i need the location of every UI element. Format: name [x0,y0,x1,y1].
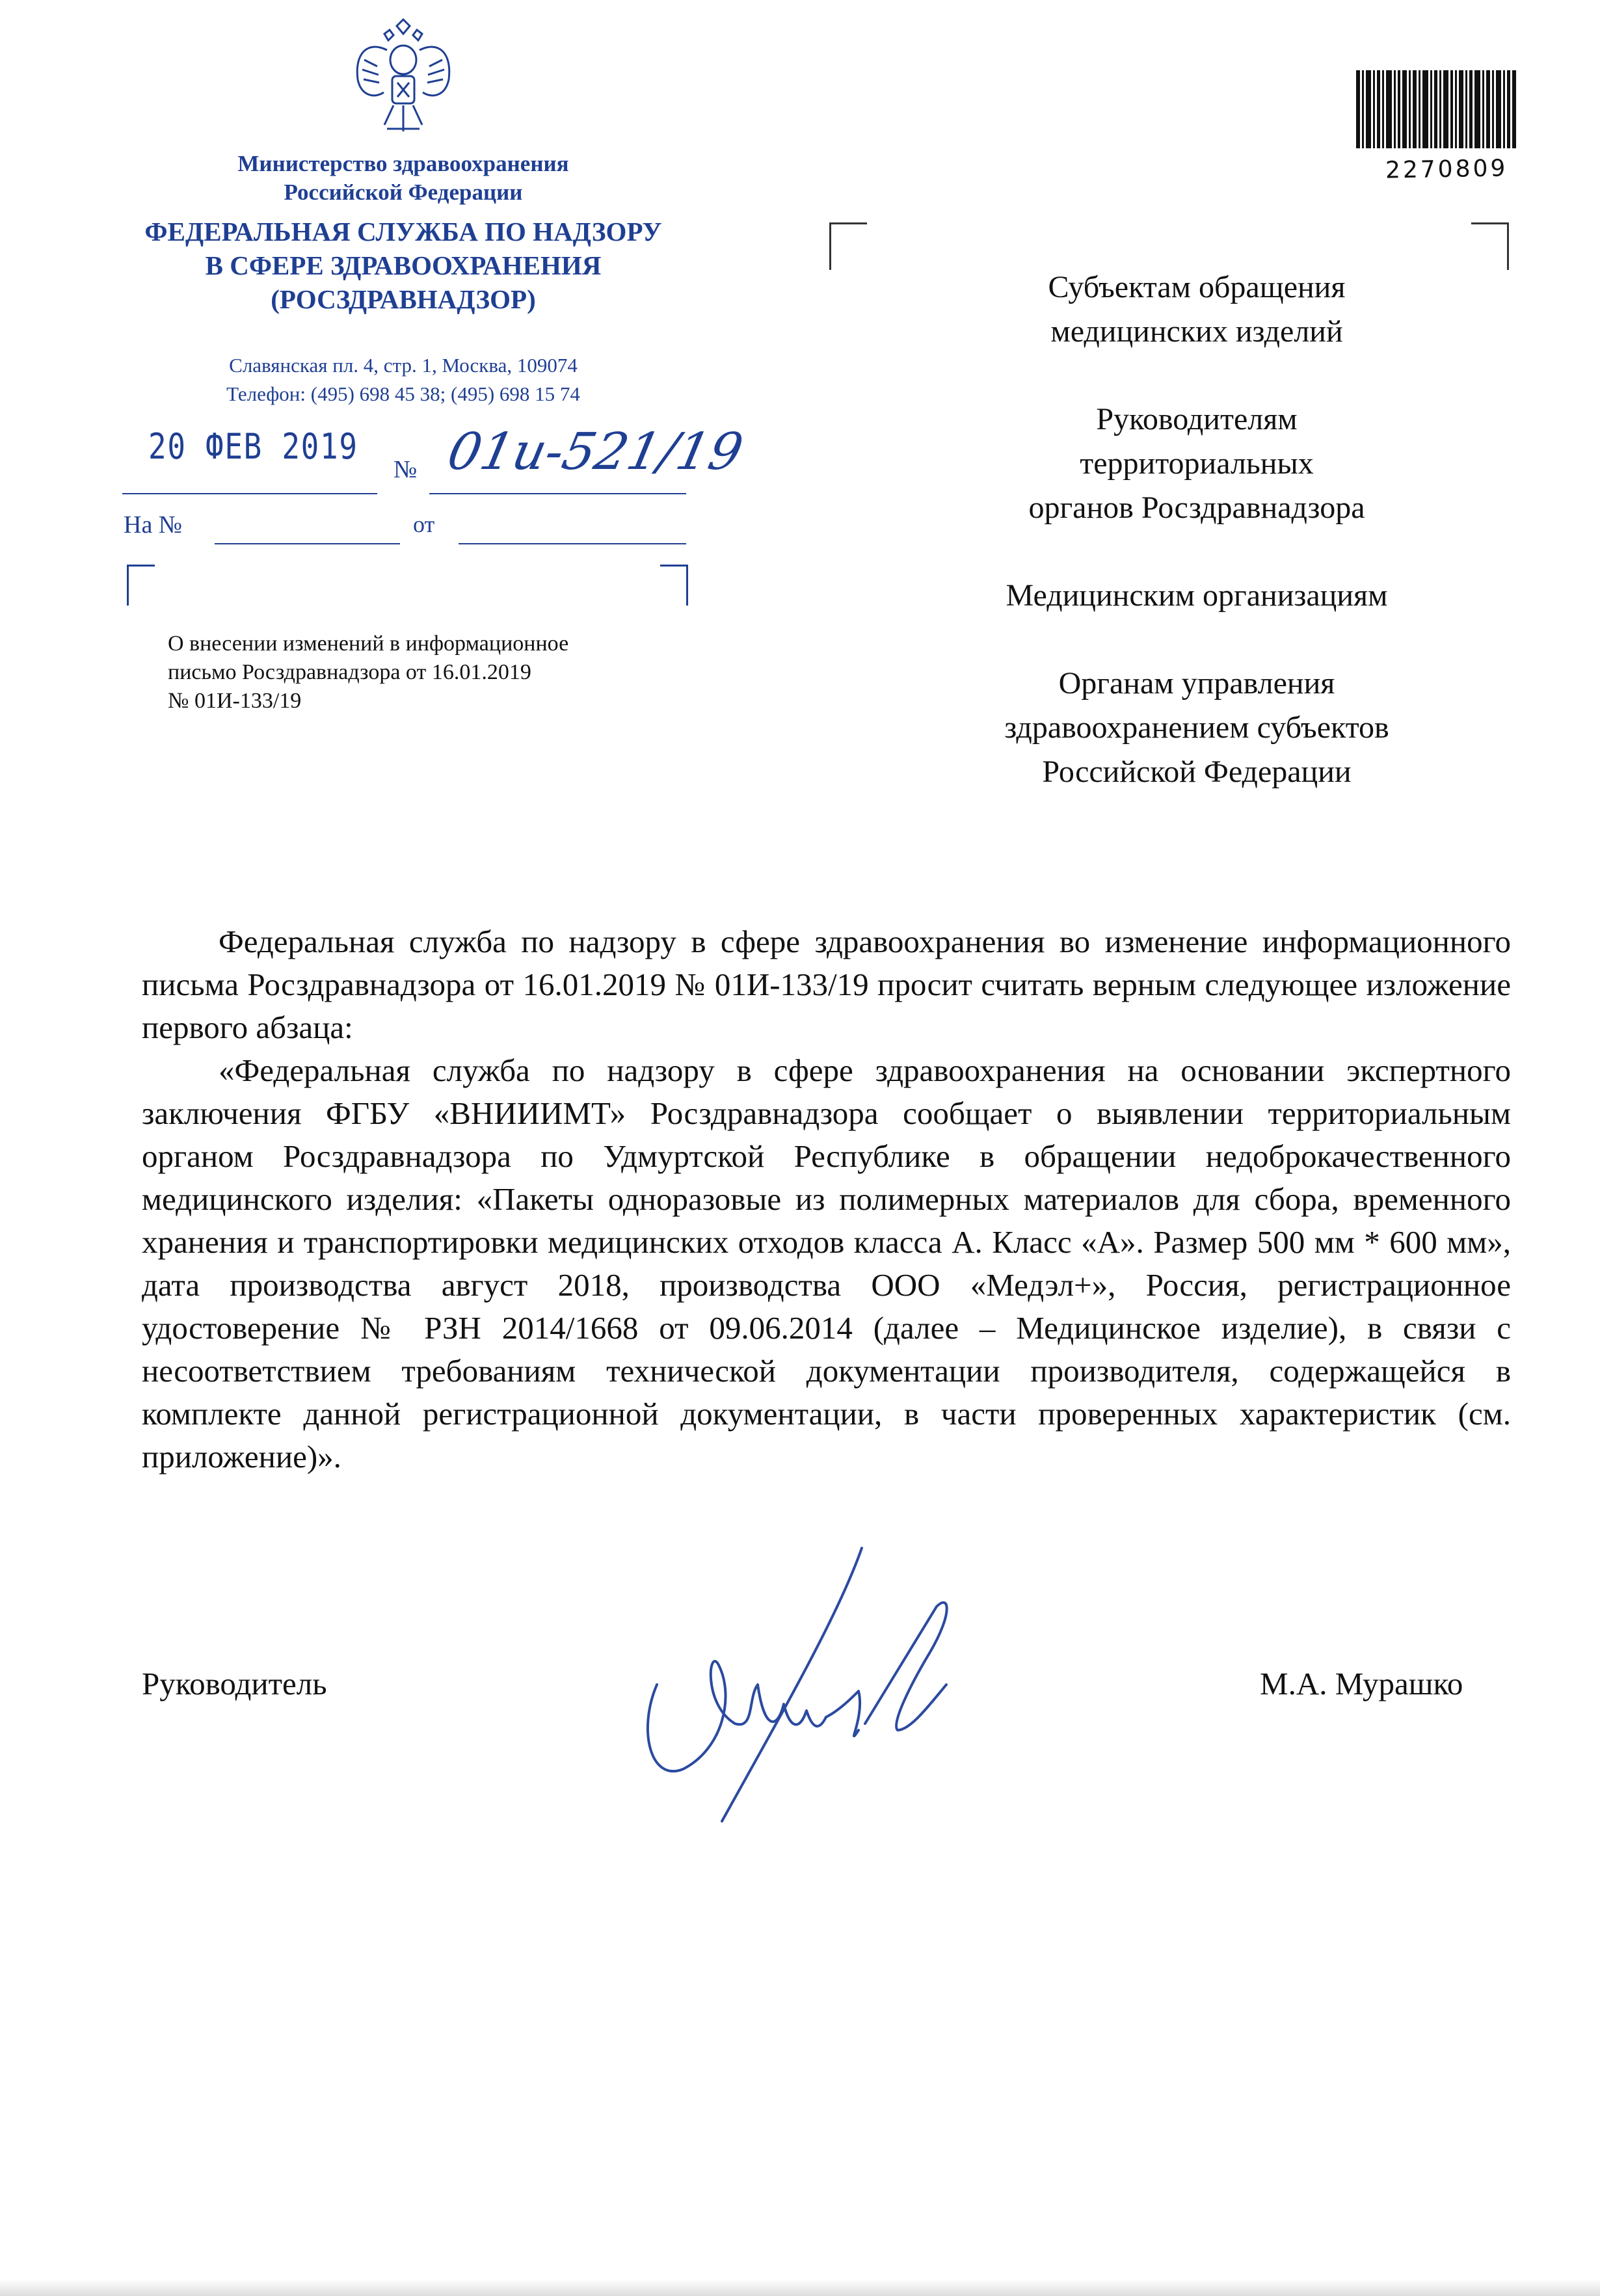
body-paragraph-1: Федеральная служба по надзору в сфере здравоохранения во изменение информационного письма Росздравнадзора от 16.01.2019 № 01И-133/19 просит считать верным следующее изложение первого абзаца: [142,924,1511,1045]
recipient-line: Органам управления [1058,666,1335,701]
recipients-block [917,265,1476,838]
barcode-icon [1356,70,1519,168]
from-label: от [413,511,435,537]
recipient-line: Российской Федерации [1042,754,1352,789]
recipient-group-4 [917,661,1476,794]
barcode-number: 2270809 [1385,155,1508,184]
from-underline [459,543,686,544]
subject-corner-left [127,565,155,606]
recipient-line: Медицинским организациям [1006,578,1388,613]
signatory-name: М.А. Мурашко [1260,1666,1463,1702]
service-line-2: В СФЕРЕ ЗДРАВООХРАНЕНИЯ [205,250,602,280]
signatory-title: Руководитель [142,1666,327,1702]
date-underline [122,493,377,494]
body-paragraph-2: «Федеральная служба по надзору в сфере здравоохранения на основании экспертного заключения ФГБУ «ВНИИИМТ» Росздравнадзора сообщает о выявлении территориальным органом Росздравнадзора по Удмуртской Республике в обращении недоброкачественного медицинского изделия: «Пакеты одноразовые из полимерных материалов для сбора, временного хранения и транспортировки медицинских отходов класса А. Класс «А». Размер 500 мм * 600 мм», дата производства август 2018, производства ООО «Медэл+», Россия, регистрационное удостоверение № РЗН 2014/1668 от 09.06.2014 (далее – Медицинское изделие), в связи с несоответствием требованиям технической документации производителя, содержащейся в комплекте данной регистрационной документации, в части проверенных характеристик (см. приложение)». [142,1052,1511,1475]
recipient-line: Руководителям [1096,402,1298,436]
subject-corner-right [660,565,688,606]
subject-block [168,630,701,715]
recipient-corner-right [1471,222,1509,270]
ministry-name [150,150,657,207]
recipient-corner-left [829,222,867,270]
number-label: № [393,456,418,483]
phone-line: Телефон: (495) 698 45 38; (495) 698 15 74 [226,382,580,405]
address-block [104,351,702,408]
service-line-1: ФЕДЕРАЛЬНАЯ СЛУЖБА ПО НАДЗОРУ [144,217,662,247]
recipient-line: органов Росздравнадзора [1028,490,1365,525]
letter-body [142,920,1511,1478]
reference-label: На № [124,511,183,539]
recipient-line: медицинских изделий [1050,314,1343,349]
subject-line-1: О внесении изменений в информационное [168,632,569,656]
reference-underline [215,543,400,544]
recipient-group-2 [917,397,1476,530]
recipient-line: Субъектам обращения [1048,270,1346,304]
recipient-group-1 [917,265,1476,354]
subject-line-3: № 01И-133/19 [168,689,302,713]
address-line: Славянская пл. 4, стр. 1, Москва, 109074 [229,354,578,377]
number-underline [429,493,686,494]
recipient-line: здравоохранением субъектов [1004,710,1389,745]
ministry-line-1: Министерство здравоохранения [237,151,569,176]
handwritten-number: 01и-521/19 [442,423,748,481]
handwritten-signature [624,1535,976,1834]
ministry-line-2: Российской Федерации [284,180,523,205]
recipient-line: территориальных [1080,446,1314,481]
service-name [104,215,702,316]
scan-edge [0,2279,1600,2296]
subject-line-2: письмо Росздравнадзора от 16.01.2019 [168,660,531,684]
date-stamp: 20 ФЕВ 2019 [148,426,358,467]
service-line-3: (РОСЗДРАВНАДЗОР) [271,284,536,314]
recipient-group-3 [917,574,1476,618]
coat-of-arms-emblem-icon [348,14,459,144]
